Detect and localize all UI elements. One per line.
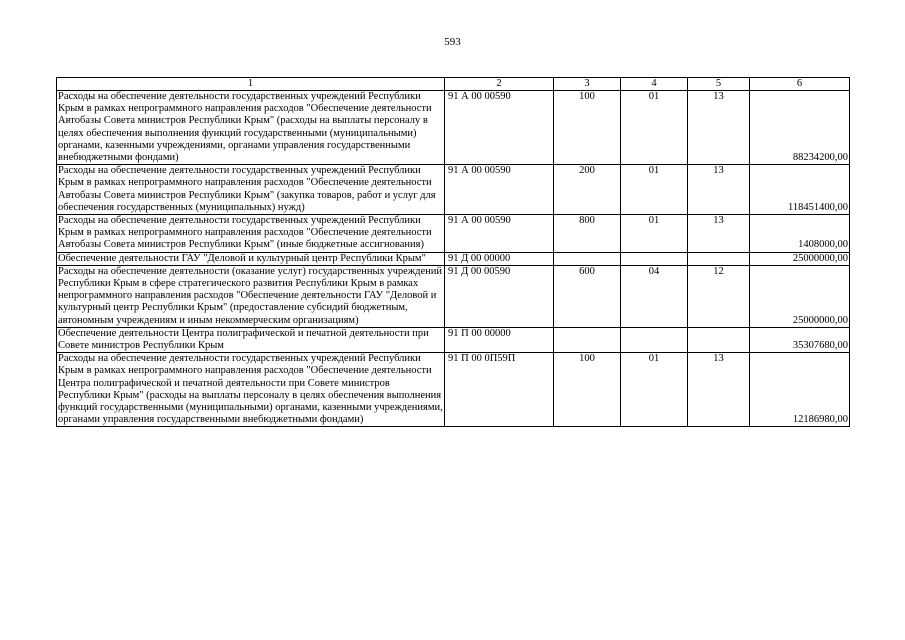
column-header: 4 <box>621 78 688 91</box>
expense-type-cell: 100 <box>554 353 621 427</box>
column-header: 6 <box>750 78 850 91</box>
amount-cell: 1408000,00 <box>750 215 850 253</box>
section-cell: 01 <box>621 353 688 427</box>
expense-type-cell <box>554 252 621 265</box>
section-cell <box>621 252 688 265</box>
table-row <box>57 252 850 265</box>
table-row <box>57 165 850 215</box>
header-row <box>57 78 850 91</box>
table-row <box>57 91 850 165</box>
subsection-cell: 13 <box>688 165 750 215</box>
subsection-cell: 13 <box>688 91 750 165</box>
description-cell: Расходы на обеспечение деятельности государственных учреждений Республики Крым в рамках непрограммного направления расходов "Обеспечение деятельности Автобазы Совета министров Республики Крым" (расходы на выплаты персоналу в целях обеспечения выполнения функций государственными (муниципальными) органами, казенными учреждениями, органами управления государственными внебюджетными фондами) <box>57 91 445 165</box>
amount-cell: 118451400,00 <box>750 165 850 215</box>
section-cell <box>621 327 688 352</box>
budget-table-body <box>57 78 850 427</box>
subsection-cell: 13 <box>688 353 750 427</box>
budget-table <box>56 77 850 427</box>
page-number: 593 <box>444 36 461 48</box>
expense-type-cell: 100 <box>554 91 621 165</box>
section-cell: 01 <box>621 215 688 253</box>
amount-cell: 12186980,00 <box>750 353 850 427</box>
description-cell: Расходы на обеспечение деятельности государственных учреждений Республики Крым в рамках непрограммного направления расходов "Обеспечение деятельности Центра полиграфической и печатной деятельности при Совете министров Республики Крым" (расходы на выплаты персоналу в целях обеспечения выполнения функций государственными (муниципальными) органами, казенными учреждениями, органами управления государственными внебюджетными фондами) <box>58 353 443 426</box>
subsection-cell <box>688 327 750 352</box>
table-row <box>57 327 850 352</box>
description-cell: Расходы на обеспечение деятельности (оказание услуг) государственных учреждений Республики Крым в сфере стратегического развития Республики Крым в рамках непрограммного направления расходов "Обеспечение деятельности ГАУ "Деловой и культурный центр Республики Крым" (предоставление субсидий бюджетным, автономным учреждениям и иным некоммерческим организациям) <box>57 265 445 327</box>
column-header: 5 <box>688 78 750 91</box>
expense-type-cell: 800 <box>554 215 621 253</box>
description-cell: Обеспечение деятельности ГАУ "Деловой и культурный центр Республики Крым" <box>57 252 445 265</box>
section-cell: 04 <box>621 265 688 327</box>
target-article-cell: 91 А 00 00590 <box>445 91 554 165</box>
amount-cell: 88234200,00 <box>750 91 850 165</box>
target-article-cell: 91 Д 00 00590 <box>445 265 554 327</box>
expense-type-cell: 600 <box>554 265 621 327</box>
target-article-cell: 91 П 00 0П59П <box>445 353 554 427</box>
section-cell: 01 <box>621 165 688 215</box>
description-cell: Расходы на обеспечение деятельности государственных учреждений Республики Крым в рамках непрограммного направления расходов "Обеспечение деятельности Автобазы Совета министров Республики Крым" (иные бюджетные ассигнования) <box>57 215 445 253</box>
amount-cell: 25000000,00 <box>750 252 850 265</box>
column-header: 2 <box>445 78 554 91</box>
subsection-cell: 12 <box>688 265 750 327</box>
column-header: 1 <box>57 78 445 91</box>
target-article-cell: 91 А 00 00590 <box>445 215 554 253</box>
target-article-cell: 91 Д 00 00000 <box>445 252 554 265</box>
expense-type-cell <box>554 327 621 352</box>
table-row <box>57 265 850 327</box>
target-article-cell: 91 А 00 00590 <box>445 165 554 215</box>
column-header: 3 <box>554 78 621 91</box>
amount-cell: 35307680,00 <box>750 327 850 352</box>
description-cell: Обеспечение деятельности Центра полиграфической и печатной деятельности при Совете министров Республики Крым <box>57 327 445 352</box>
subsection-cell <box>688 252 750 265</box>
subsection-cell: 13 <box>688 215 750 253</box>
section-cell: 01 <box>621 91 688 165</box>
target-article-cell: 91 П 00 00000 <box>445 327 554 352</box>
table-row <box>57 353 850 427</box>
amount-cell: 25000000,00 <box>750 265 850 327</box>
table-row <box>57 215 850 253</box>
expense-type-cell: 200 <box>554 165 621 215</box>
description-cell: Расходы на обеспечение деятельности государственных учреждений Республики Крым в рамках непрограммного направления расходов "Обеспечение деятельности Автобазы Совета министров Республики Крым" (закупка товаров, работ и услуг для обеспечения государственных (муниципальных) нужд) <box>57 165 445 215</box>
